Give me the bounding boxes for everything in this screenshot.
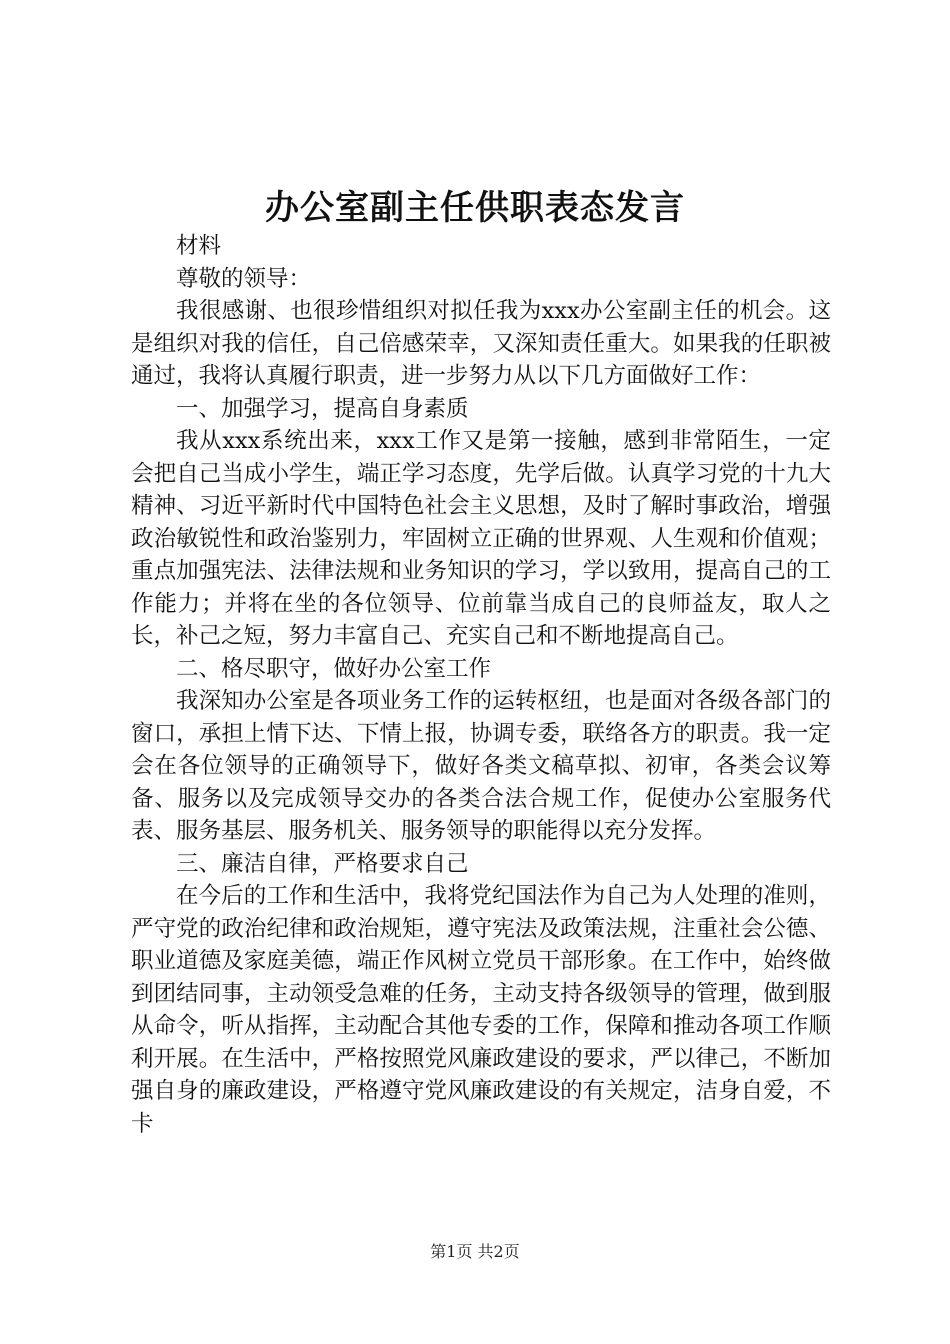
section-heading-3: 三、廉洁自律，严格要求自己	[176, 850, 469, 877]
paragraph-section-1: 我从xxx系统出来，xxx工作又是第一接触，感到非常陌生，一定会把自己当成小学生，端正学习态度，先学后做。认真学习党的十九大精神、习近平新时代中国特色社会主义思想，及时了解时事政治，增强政治敏锐性和政治鉴别力，牢固树立正确的世界观、人生观和价值观；重点加强宪法、法律法规和业务知识的学习，学以致用，提高自己的工作能力；并将在坐的各位领导、位前靠当成自己的良师益友，取人之长，补己之短，努力丰富自己、充实自己和不断地提高自己。	[131, 428, 831, 649]
page-footer: 第1页 共2页	[430, 1242, 520, 1261]
section-heading-2: 二、格尽职守，做好办公室工作	[176, 655, 492, 682]
salutation: 尊敬的领导：	[176, 265, 312, 292]
subtitle: 材料	[176, 233, 222, 259]
document-title: 办公室副主任供职表态发言	[265, 188, 685, 228]
section-heading-1: 一、加强学习，提高自身素质	[176, 395, 469, 422]
paragraph-intro: 我很感谢、也很珍惜组织对拟任我为xxx办公室副主任的机会。这是组织对我的信任，自己倍感荣幸，又深知责任重大。如果我的任职被通过，我将认真履行职责，进一步努力从以下几方面做好工作：	[131, 298, 831, 389]
paragraph-section-2: 我深知办公室是各项业务工作的运转枢纽，也是面对各级各部门的窗口，承担上情下达、下情上报，协调专委，联络各方的职责。我一定会在各位领导的正确领导下，做好各类文稿草拟、初审，各类会议筹备、服务以及完成领导交办的各类合法合规工作，促使办公室服务代表、服务基层、服务机关、服务领导的职能得以充分发挥。	[131, 688, 831, 844]
paragraph-section-3: 在今后的工作和生活中，我将党纪国法作为自己为人处理的准则，严守党的政治纪律和政治规矩，遵守宪法及政策法规，注重社会公德、职业道德及家庭美德，端正作风树立党员干部形象。在工作中，始终做到团结同事，主动领受急难的任务，主动支持各级领导的管理，做到服从命令，听从指挥，主动配合其他专委的工作，保障和推动各项工作顺利开展。在生活中，严格按照党风廉政建设的要求，严以律己，不断加强自身的廉政建设，严格遵守党风廉政建设的有关规定，洁身自爱，不卡	[131, 883, 831, 1137]
document-body	[131, 230, 831, 1140]
